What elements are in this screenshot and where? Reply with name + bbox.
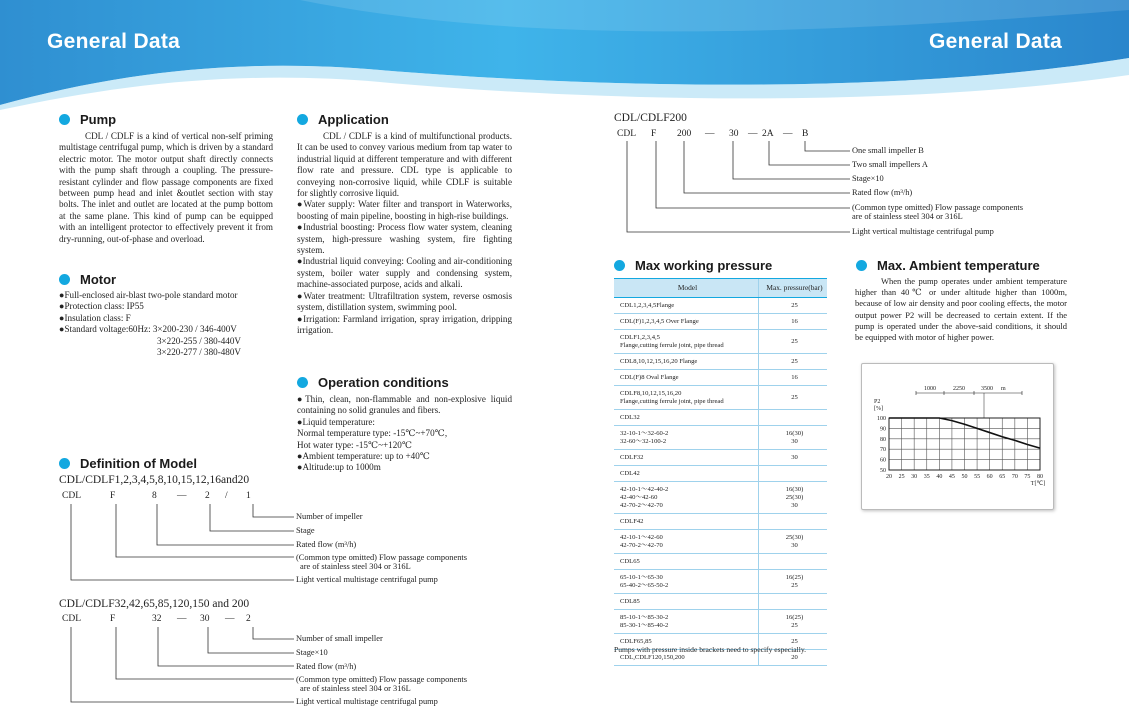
operation-item: ●Altitude:up to 1000m — [297, 462, 381, 473]
model2-code: — — [225, 614, 235, 624]
model2-code: F — [110, 614, 116, 624]
pressure-cell: 30 — [759, 450, 828, 466]
motor-item: ●Insulation class: F — [59, 312, 131, 323]
top-tick-label: 3500 — [981, 386, 993, 392]
operation-item: ●Ambient temperature: up to +40℃ — [297, 451, 430, 462]
header-title-left: General Data — [47, 30, 181, 53]
col-model-header: Model — [614, 279, 759, 298]
model200-label: Rated flow (m³/h) — [852, 188, 913, 197]
model2-label: Stage×10 — [296, 648, 328, 657]
model200-label: Two small impellers A — [852, 160, 928, 169]
pressure-cell: 16 — [759, 314, 828, 330]
x-tick-label: 80 — [1037, 474, 1043, 480]
x-tick-label: 70 — [1011, 474, 1018, 480]
model-cell: CDL8,10,12,15,16,20 Flange — [614, 354, 759, 370]
model2-code: — — [177, 614, 187, 624]
pressure-cell: 25 — [759, 298, 828, 314]
model-cell: 32-10-1～32-60-2 32-60～32-100-2 — [614, 426, 759, 450]
model1-code: — — [177, 491, 187, 501]
y-axis-label: [%] — [874, 406, 883, 412]
model200-label: Light vertical multistage centrifugal pump — [852, 227, 994, 236]
motor-item: ●Full-enclosed air-blast two-pole standard motor — [59, 290, 238, 300]
y-tick-label: 60 — [880, 457, 886, 464]
pressure-cell: 20 — [759, 650, 828, 666]
pressure-cell: 16(30) 30 — [759, 426, 828, 450]
model2-code: CDL — [62, 614, 81, 624]
pressure-cell: 25 — [759, 634, 828, 650]
model200-code: CDL — [617, 129, 636, 139]
model200-code: — — [748, 129, 758, 139]
pressure-note: Pumps with pressure inside brackets need to specify especially. — [614, 645, 807, 654]
operation-item: Hot water type: -15℃~+120℃ — [297, 439, 412, 450]
y-tick-label: 90 — [880, 426, 886, 433]
model-cell: CDL65 — [614, 554, 759, 570]
ambient-text: When the pump operates under ambient temperature higher than 40℃ or under altitude higher than 1000m, because of low air density and poor cooling effects, the motor output power P2 will be decreased to certain extent. If the pump is operated under the above-said conditions, it should be equipped with motor of higher power. — [855, 276, 1067, 343]
x-tick-label: 75 — [1024, 474, 1031, 480]
model-cell: 42-10-1～42-40-2 42-40～42-60 42-70-2～42-70 — [614, 482, 759, 514]
motor-item: ●Standard voltage:60Hz: 3×200-230 / 346-400V — [59, 324, 237, 335]
x-tick-label: 35 — [923, 474, 930, 480]
y-tick-label: 70 — [880, 447, 886, 454]
ambient-heading: Max. Ambient temperature — [856, 258, 1040, 273]
operation-heading: Operation conditions — [297, 375, 449, 390]
application-para: ●Water supply: Water filter and transport in Waterworks, boosting of main pipeline, boosting in high-rise buildings. — [297, 199, 512, 221]
model1-code: F — [110, 491, 116, 501]
model-cell: CDL42 — [614, 466, 759, 482]
model200-code: 30 — [729, 129, 739, 139]
model-cell: 42-10-1～42-60 42-70-2～42-70 — [614, 530, 759, 554]
motor-heading: Motor — [59, 272, 116, 287]
pressure-cell: 25 — [759, 354, 828, 370]
model2-label: Light vertical multistage centrifugal pump — [296, 697, 438, 706]
model-cell: CDLF1,2,3,4,5 Flange,cutting ferrule joint, pipe thread — [614, 330, 759, 354]
model2-label: (Common type omitted) Flow passage components — [296, 675, 467, 684]
header-title-right: General Data — [929, 30, 1063, 53]
operation-item: ●Liquid temperature: — [297, 416, 375, 427]
model200-label: are of stainless steel 304 or 316L — [852, 212, 963, 221]
pressure-cell: 25 — [759, 330, 828, 354]
model-cell: CDL(F)1,2,3,4,5 Over Flange — [614, 314, 759, 330]
pressure-cell: 16(25) 25 — [759, 570, 828, 594]
x-tick-label: 45 — [948, 474, 955, 480]
model1-code: 8 — [152, 491, 157, 501]
model200-code: — — [783, 129, 793, 139]
model-cell: CDLF65,85 — [614, 634, 759, 650]
model1-code: / — [225, 491, 228, 501]
pressure-cell: 16(30) 25(30) 30 — [759, 482, 828, 514]
pressure-cell: 25(30) 30 — [759, 530, 828, 554]
model2-code: 32 — [152, 614, 162, 624]
model200-label: Stage×10 — [852, 174, 884, 183]
x-tick-label: 55 — [974, 474, 981, 480]
top-axis-unit: m — [1001, 386, 1006, 392]
pressure-cell: 16 — [759, 370, 828, 386]
y-tick-label: 100 — [877, 416, 886, 422]
model200-label: One small impeller B — [852, 146, 924, 155]
model-cell: CDL,CDLF120,150,200 — [614, 650, 759, 666]
y-tick-label: 80 — [880, 436, 886, 443]
x-tick-label: 20 — [886, 474, 892, 480]
model200-code: 200 — [677, 129, 692, 139]
model2-label: are of stainless steel 304 or 316L — [300, 684, 411, 693]
motor-item: ●Protection class: IP55 — [59, 301, 144, 312]
application-para: ●Irrigation: Farmland irrigation, spray irrigation, dripping irrigation. — [297, 313, 512, 335]
application-para: ●Industrial liquid conveying: Cooling and air-conditioning system, boiler water supply and condensing system, machine-associated purpose, acids and alkali. — [297, 256, 512, 290]
model1-label: Rated flow (m³/h) — [296, 540, 357, 549]
model1-title: CDL/CDLF1,2,3,4,5,8,10,15,12,16and20 — [59, 474, 250, 486]
y-axis-label: P2 — [874, 399, 881, 405]
application-para: CDL / CDLF is a kind of multifunctional products. It can be used to convey various medium from tap water to industrial liquid at different temperature and with different flow rate and pressure. CDL type is applicable to conveying non-corrosive liquid, while CDLF is suitable for slightly corrosive liquid. — [297, 131, 512, 199]
model1-label: Stage — [296, 526, 315, 535]
pressure-heading: Max working pressure — [614, 258, 772, 273]
model-cell: CDL1,2,3,4,5Flange — [614, 298, 759, 314]
pressure-cell: 25 — [759, 386, 828, 410]
model-cell: 85-10-1～85-30-2 85-30-1～85-40-2 — [614, 610, 759, 634]
model200-code: — — [705, 129, 715, 139]
model-cell: CDL(F)8 Oval Flange — [614, 370, 759, 386]
model2-code: 2 — [246, 614, 251, 624]
top-tick-label: 2250 — [953, 386, 965, 392]
x-axis-label: T[℃] — [1030, 481, 1046, 487]
operation-item: Normal temperature type: -15℃~+70℃, — [297, 428, 448, 439]
x-tick-label: 50 — [961, 474, 968, 480]
top-tick-label: 1000 — [924, 386, 936, 392]
x-tick-label: 60 — [986, 474, 993, 480]
model1-code: 1 — [246, 491, 251, 501]
motor-voltage: 3×220-255 / 380-440V — [157, 335, 241, 346]
model200-title: CDL/CDLF200 — [614, 112, 687, 124]
x-tick-label: 65 — [999, 474, 1006, 480]
model-cell: CDLF42 — [614, 514, 759, 530]
model1-label: Light vertical multistage centrifugal pump — [296, 575, 438, 584]
motor-voltage: 3×220-277 / 380-480V — [157, 347, 241, 358]
x-tick-label: 40 — [936, 474, 943, 480]
model200-code: B — [802, 129, 809, 139]
pressure-cell: 16(25) 25 — [759, 610, 828, 634]
model-cell: CDLF32 — [614, 450, 759, 466]
application-para: ●Water treatment: Ultrafiltration system, reverse osmosis system, distillation system, swimming pool. — [297, 290, 512, 313]
model1-label: (Common type omitted) Flow passage components — [296, 553, 467, 562]
model1-label: are of stainless steel 304 or 316L — [300, 562, 411, 571]
model1-code: 2 — [205, 491, 210, 501]
model-cell: 65-10-1～65-30 65-40-2～65-50-2 — [614, 570, 759, 594]
x-tick-label: 25 — [898, 474, 905, 480]
pump-text: CDL / CDLF is a kind of vertical non-self priming multistage centrifugal pump, which is driven by a standard electric motor. The motor output shaft directly connects with the pump shaft through a coupling. The pressure-resistant cylinder and flow passage components are fixed between pump head and inlet &outlet section with stay bolts. The inlet and outlet are located at the pump bottom at the same plane. This kind of pump can be equipped with an intelligent protector to effectively prevent it from dry-running, out-of-phase and overload. — [59, 131, 273, 244]
pump-heading: Pump — [59, 112, 116, 127]
model-cell: CDL85 — [614, 594, 759, 610]
model1-code: CDL — [62, 491, 81, 501]
model200-label: (Common type omitted) Flow passage components — [852, 203, 1023, 212]
definition-heading: Definition of Model — [59, 456, 197, 471]
application-para: ●Industrial boosting: Process flow water system, cleaning system, high-pressure washing system, fire fighting system. — [297, 222, 512, 256]
y-tick-label: 50 — [880, 468, 886, 474]
model200-code: 2A — [762, 129, 774, 139]
operation-item: ●Thin, clean, non-flammable and non-explosive liquid containing no solid granules and fibers. — [297, 394, 512, 416]
model2-title: CDL/CDLF32,42,65,85,120,150 and 200 — [59, 598, 250, 610]
application-heading: Application — [297, 112, 389, 127]
model2-code: 30 — [200, 614, 210, 624]
model1-label: Number of impeller — [296, 512, 363, 521]
model2-label: Number of small impeller — [296, 634, 383, 643]
model-cell: CDLF8,10,12,15,16,20 Flange,cutting ferrule joint, pipe thread — [614, 386, 759, 410]
model-cell: CDL32 — [614, 410, 759, 426]
model200-code: F — [651, 129, 657, 139]
x-tick-label: 30 — [911, 474, 918, 480]
col-pressure-header: Max. pressure(bar) — [759, 279, 828, 298]
model2-label: Rated flow (m³/h) — [296, 662, 357, 671]
